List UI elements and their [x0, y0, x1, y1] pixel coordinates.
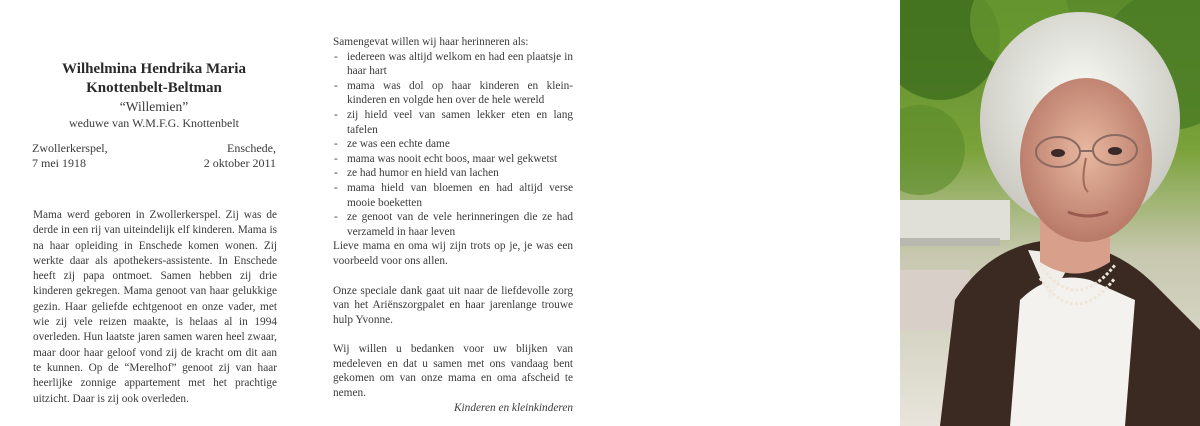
deceased-name-line2: Knottenbelt-Beltman: [86, 80, 222, 96]
memories-intro: Samengevat willen wij haar herinneren als:: [333, 36, 529, 48]
birth-death-block: [32, 141, 276, 171]
widow-of-line: weduwe van W.M.F.G. Knottenbelt: [68, 116, 240, 130]
birth-place: Zwollerkerspel,: [32, 141, 108, 155]
birth-info: [32, 141, 108, 171]
memories-closing: Lieve mama en oma wij zijn trots op je, je was een voorbeeld voor ons allen.: [333, 240, 573, 267]
memory-item: - ze genoot van de vele herinneringen die ze had verzameld in haar leven: [333, 210, 573, 239]
birth-date: 7 mei 1918: [32, 156, 86, 170]
death-date: 2 oktober 2011: [203, 156, 276, 170]
memory-item: - iedereen was altijd welkom en had een plaatsje in haar hart: [333, 50, 573, 79]
thanks-care-text: Onze speciale dank gaat uit naar de liefdevolle zorg van het Ariënszorgpalet en haar jarenlange trouwe hulp Yvonne.: [333, 284, 573, 326]
header-block: [32, 60, 276, 171]
portrait-illustration: [900, 0, 1200, 426]
death-place: Enschede,: [227, 141, 276, 155]
thanks-sympathy-text: Wij willen u bedanken voor uw blijken van medeleven en dat u samen met ons vandaag bent gekomen om van onze mama en oma afscheid te nemen.: [333, 343, 573, 400]
memory-item: - zij hield veel van samen lekker eten en lang tafelen: [333, 108, 573, 137]
biography-text: Mama werd geboren in Zwollerkerspel. Zij was de derde in een rij van uiteindelijk elf kinderen. Mama is na haar opleiding in Enschede komen wonen. Zij werkte daar als apothekers-assistente. In Enschede heeft zij papa ontmoet. Samen hebben zij drie kinderen gekregen. Mama genoot van haar gelukkige gezin. Haar geliefde echtgenoot en onze vader, met wie zij vele reizen maakte, is helaas al in 1994 overleden. Hun laatste jaren samen waren heel zwaar, maar door haar geloof vond zij de kracht om dit aan te kunnen. Op de “Merelhof” genoot zij van haar heerlijke zonnige appartement met het prachtige uitzicht. Daar is zij ook overleden.: [33, 209, 277, 405]
portrait-photo: [900, 0, 1200, 426]
memory-item: - mama was nooit echt boos, maar wel gekwetst: [333, 152, 573, 167]
deceased-name-line1: Wilhelmina Hendrika Maria: [62, 61, 246, 77]
memories-column: [333, 35, 573, 415]
memory-item: - mama was dol op haar kinderen en klein-kinderen en volgde hen over de hele wereld: [333, 79, 573, 108]
memory-item: - ze had humor en hield van lachen: [333, 166, 573, 181]
memories-list: [333, 50, 573, 240]
memory-item: - ze was een echte dame: [333, 137, 573, 152]
nickname: “Willemien”: [119, 99, 189, 114]
signature: Kinderen en kleinkinderen: [454, 401, 573, 414]
death-info: [204, 141, 276, 171]
memory-item: - mama hield van bloemen en had altijd verse mooie boeketten: [333, 181, 573, 210]
